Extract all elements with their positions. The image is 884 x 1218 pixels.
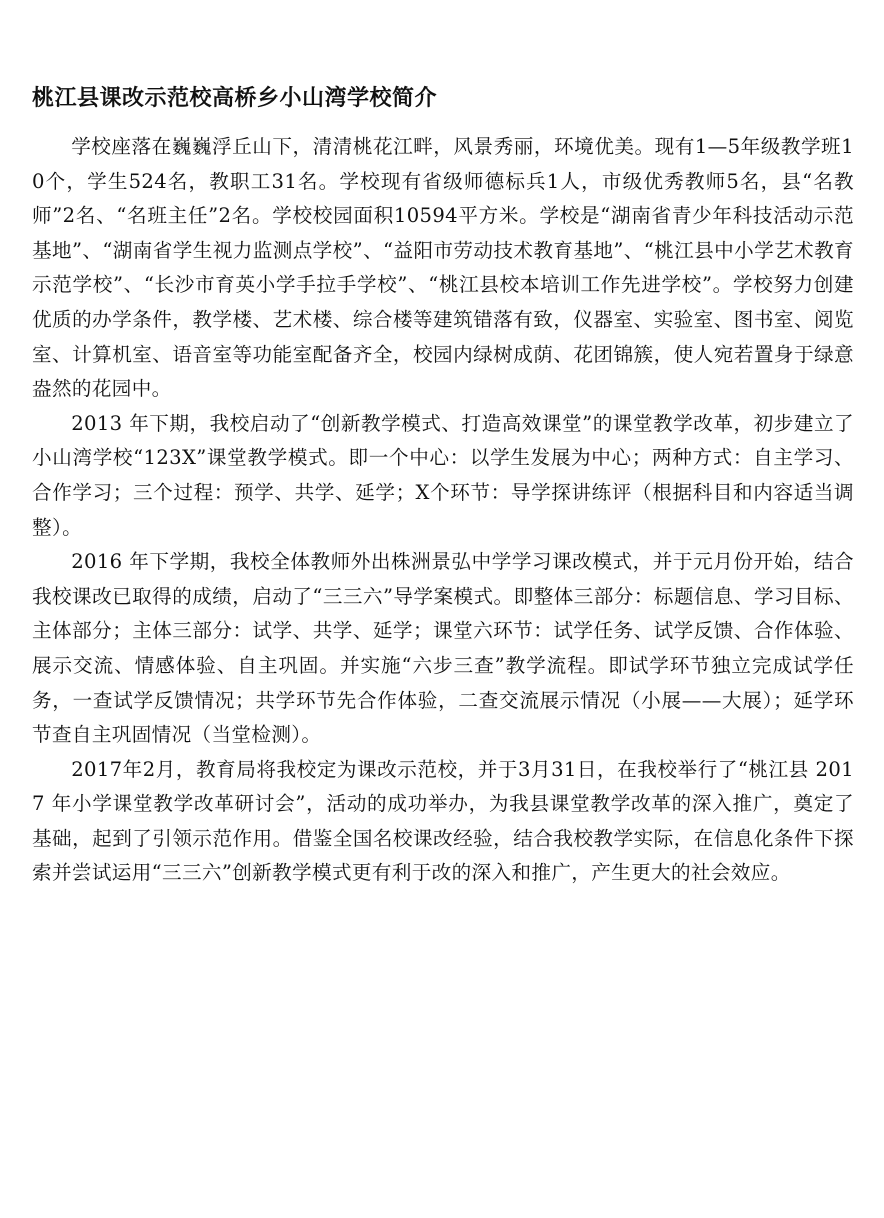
document-title: 桃江县课改示范校高桥乡小山湾学校简介 — [32, 86, 438, 111]
paragraph-2016-reform: 2016 年下学期，我校全体教师外出株洲景弘中学学习课改模式，并于元月份开始，结合我校课改已取得的成绩，启动了“三三六”导学案模式。即整体三部分：标题信息、学习目标、主体部分；主体三部分：试学、共学、延学；课堂六环节：试学任务、试学反馈、合作体验、展示交流、情感体验、自主巩固。并实施“六步三查”教学流程。即试学环节独立完成试学任务，一查试学反馈情况；共学环节先合作体验，二查交流展示情况（小展——大展）；延学环节查自主巩固情况（当堂检测）。 — [32, 550, 854, 747]
paragraph-school-overview: 学校座落在巍巍浮丘山下，清清桃花江畔，风景秀丽，环境优美。现有1—5年级教学班10个，学生524名，教职工31名。学校现有省级师德标兵1人，市级优秀教师5名，县“名教师”2名、“名班主任”2名。学校校园面积10594平方米。学校是“湖南省青少年科技活动示范基地”、“湖南省学生视力监测点学校”、“益阳市劳动技术教育基地”、“桃江县中小学艺术教育示范学校”、“长沙市育英小学手拉手学校”、“桃江县校本培训工作先进学校”。学校努力创建优质的办学条件，教学楼、艺术楼、综合楼等建筑错落有致，仪器室、实验室、图书室、阅览室、计算机室、语音室等功能室配备齐全，校园内绿树成荫、花团锦簇，使人宛若置身于绿意盎然的花园中。 — [32, 135, 854, 401]
document-body — [32, 130, 854, 891]
paragraph-2013-reform: 2013 年下期，我校启动了“创新教学模式、打造高效课堂”的课堂教学改革，初步建立了小山湾学校“123X”课堂教学模式。即一个中心：以学生发展为中心；两种方式：自主学习、合作学习；三个过程：预学、共学、延学；X个环节：导学探讲练评（根据科目和内容适当调整）。 — [32, 411, 854, 539]
paragraph-2017-demonstration: 2017年2月，教育局将我校定为课改示范校，并于3月31日，在我校举行了“桃江县 2017 年小学课堂教学改革研讨会”，活动的成功举办，为我县课堂教学改革的深入推广，奠定了基础，起到了引领示范作用。借鉴全国名校课改经验，结合我校教学实际，在信息化条件下探索并尝试运用“三三六”创新教学模式更有利于改的深入和推广，产生更大的社会效应。 — [32, 757, 854, 885]
